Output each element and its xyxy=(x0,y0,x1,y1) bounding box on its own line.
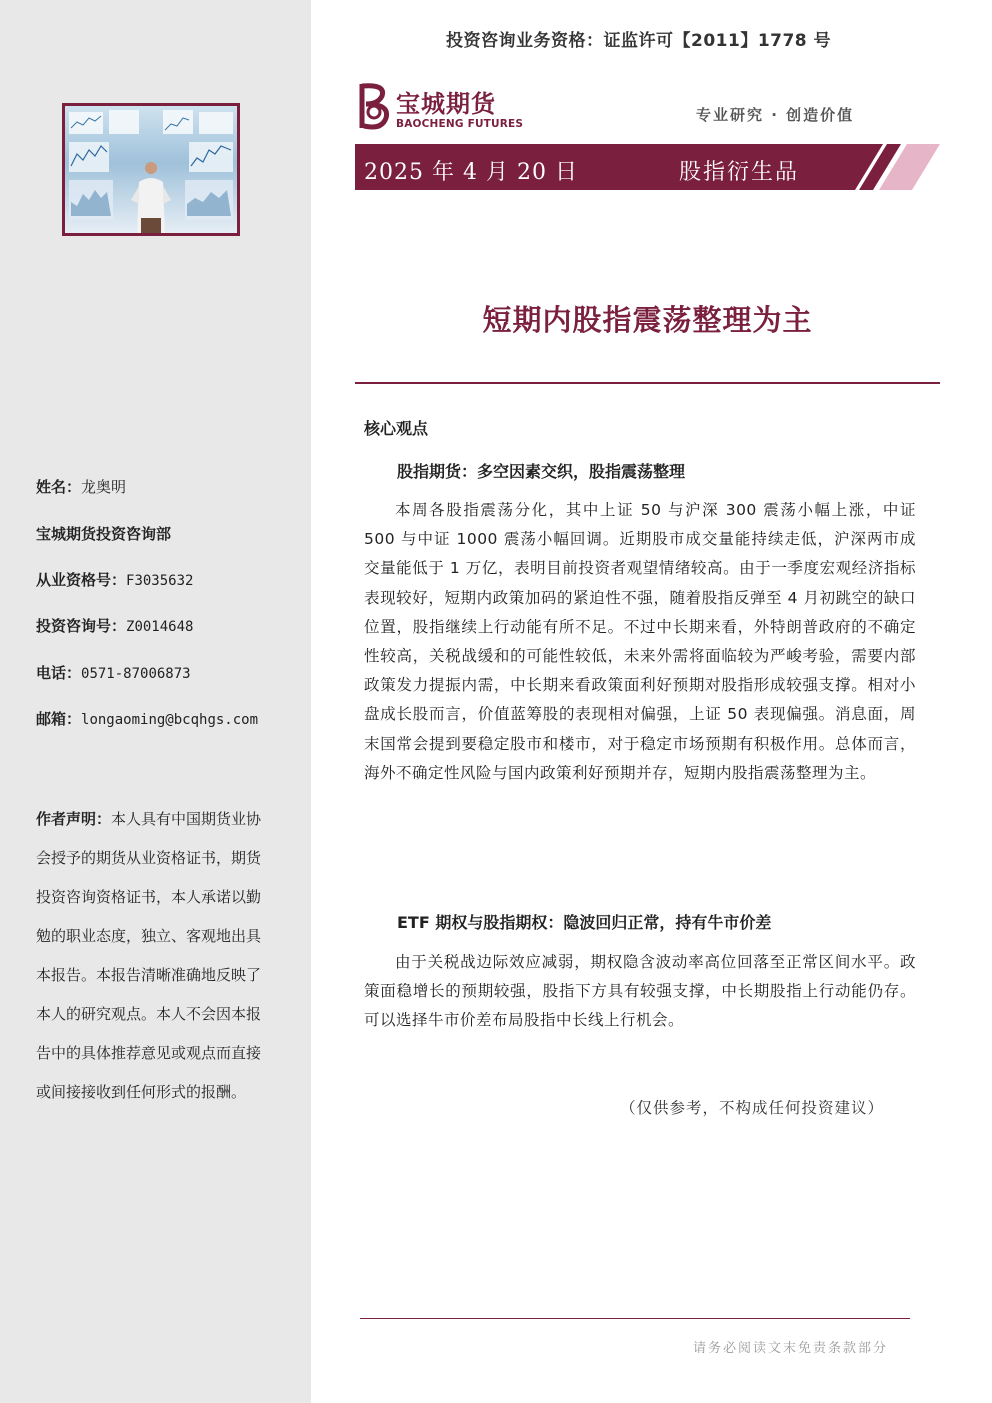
section2-body: 由于关税战边际效应减弱，期权隐含波动率高位回落至正常区间水平。政策面稳增长的预期较强，股指下方具有较强支撑，中长期股指上行动能仍存。可以选择牛市价差布局股指中长线上行机会。 xyxy=(364,953,916,1030)
logo-mark-icon xyxy=(356,82,392,130)
report-date: 2025 年 4 月 20 日 xyxy=(364,160,578,185)
statement-label: 作者声明： xyxy=(36,810,112,828)
report-category: 股指衍生品 xyxy=(679,160,800,185)
license-value: F3035632 xyxy=(126,573,194,589)
section1-body: 本周各股指震荡分化，其中上证 50 与沪深 300 震荡小幅上涨，中证 500 与中证 1000 震荡小幅回调。近期股市成交量能持续走低，沪深两市成交量能低于 1 万亿，表明目前投资者观望情绪较高。由于一季度宏观经济指标表现较好，短期内政策加码的紧迫性不强，随着股指反弹至 4 月初跳空的缺口位置，股指继续上行动能有所不足。不过中长期来看，外特朗普政府的不确定性较高，关税战缓和的可能性较低，未来外需将面临较为严峻考验，需要内部政策发力提振内需，中长期来看政策面利好预期对股指形成较强支撑。相对小盘成长股而言，价值蓝筹股的表现相对偏强，上证 50 表现偏强。消息面，周末国常会提到要稳定股市和楼市，对于稳定市场预期有积极作用。总体而言，海外不确定性风险与国内政策利好预期并存，短期内股指震荡整理为主。 xyxy=(364,501,916,782)
investment-disclaimer: （仅供参考，不构成任何投资建议） xyxy=(620,1099,885,1117)
license-label: 从业资格号： xyxy=(36,571,127,589)
consult-value: Z0014648 xyxy=(126,619,194,635)
section1-heading: 股指期货：多空因素交织，股指震荡整理 xyxy=(397,462,686,481)
email xyxy=(36,708,258,729)
email-value[interactable]: longaoming@bcqhgs.com xyxy=(81,712,259,728)
slogan: 专业研究 · 创造价值 xyxy=(696,106,855,124)
footer-divider xyxy=(360,1318,910,1319)
consult-label: 投资咨询号： xyxy=(36,617,127,635)
license-number xyxy=(36,569,193,590)
author-name-label: 姓名： xyxy=(36,478,82,496)
core-view-heading: 核心观点 xyxy=(364,419,429,438)
footer-note: 请务必阅读文末免责条款部分 xyxy=(693,1341,889,1356)
title-divider xyxy=(355,382,940,384)
section2-heading: ETF 期权与股指期权：隐波回归正常，持有牛市价差 xyxy=(397,913,772,932)
department-label: 宝城期货投资咨询部 xyxy=(36,525,172,543)
logo-text-cn: 宝城期货 xyxy=(396,89,496,118)
statement-text: 本人具有中国期货业协会授予的期货从业资格证书，期货投资咨询资格证书，本人承诺以勤勉的职业态度，独立、客观地出具本报告。本报告清晰准确地反映了本人的研究观点。本人不会因本报告中的具体推荐意见或观点而直接或间接接收到任何形式的报酬。 xyxy=(36,810,262,1101)
phone xyxy=(36,662,191,683)
author-name-value: 龙奥明 xyxy=(81,478,127,496)
department xyxy=(36,523,171,544)
consult-number xyxy=(36,615,193,636)
author-name xyxy=(36,476,126,497)
report-title: 短期内股指震荡整理为主 xyxy=(482,303,813,337)
qualification-line: 投资咨询业务资格：证监许可【2011】1778 号 xyxy=(446,31,832,51)
company-logo xyxy=(356,82,526,132)
logo-text-en: BAOCHENG FUTURES xyxy=(396,118,524,130)
email-label: 邮箱： xyxy=(36,710,82,728)
phone-label: 电话： xyxy=(36,664,82,682)
cover-image xyxy=(62,103,240,236)
phone-value: 0571-87006873 xyxy=(81,666,191,682)
analyst-screens-illustration xyxy=(65,106,237,233)
author-statement xyxy=(36,800,272,1112)
